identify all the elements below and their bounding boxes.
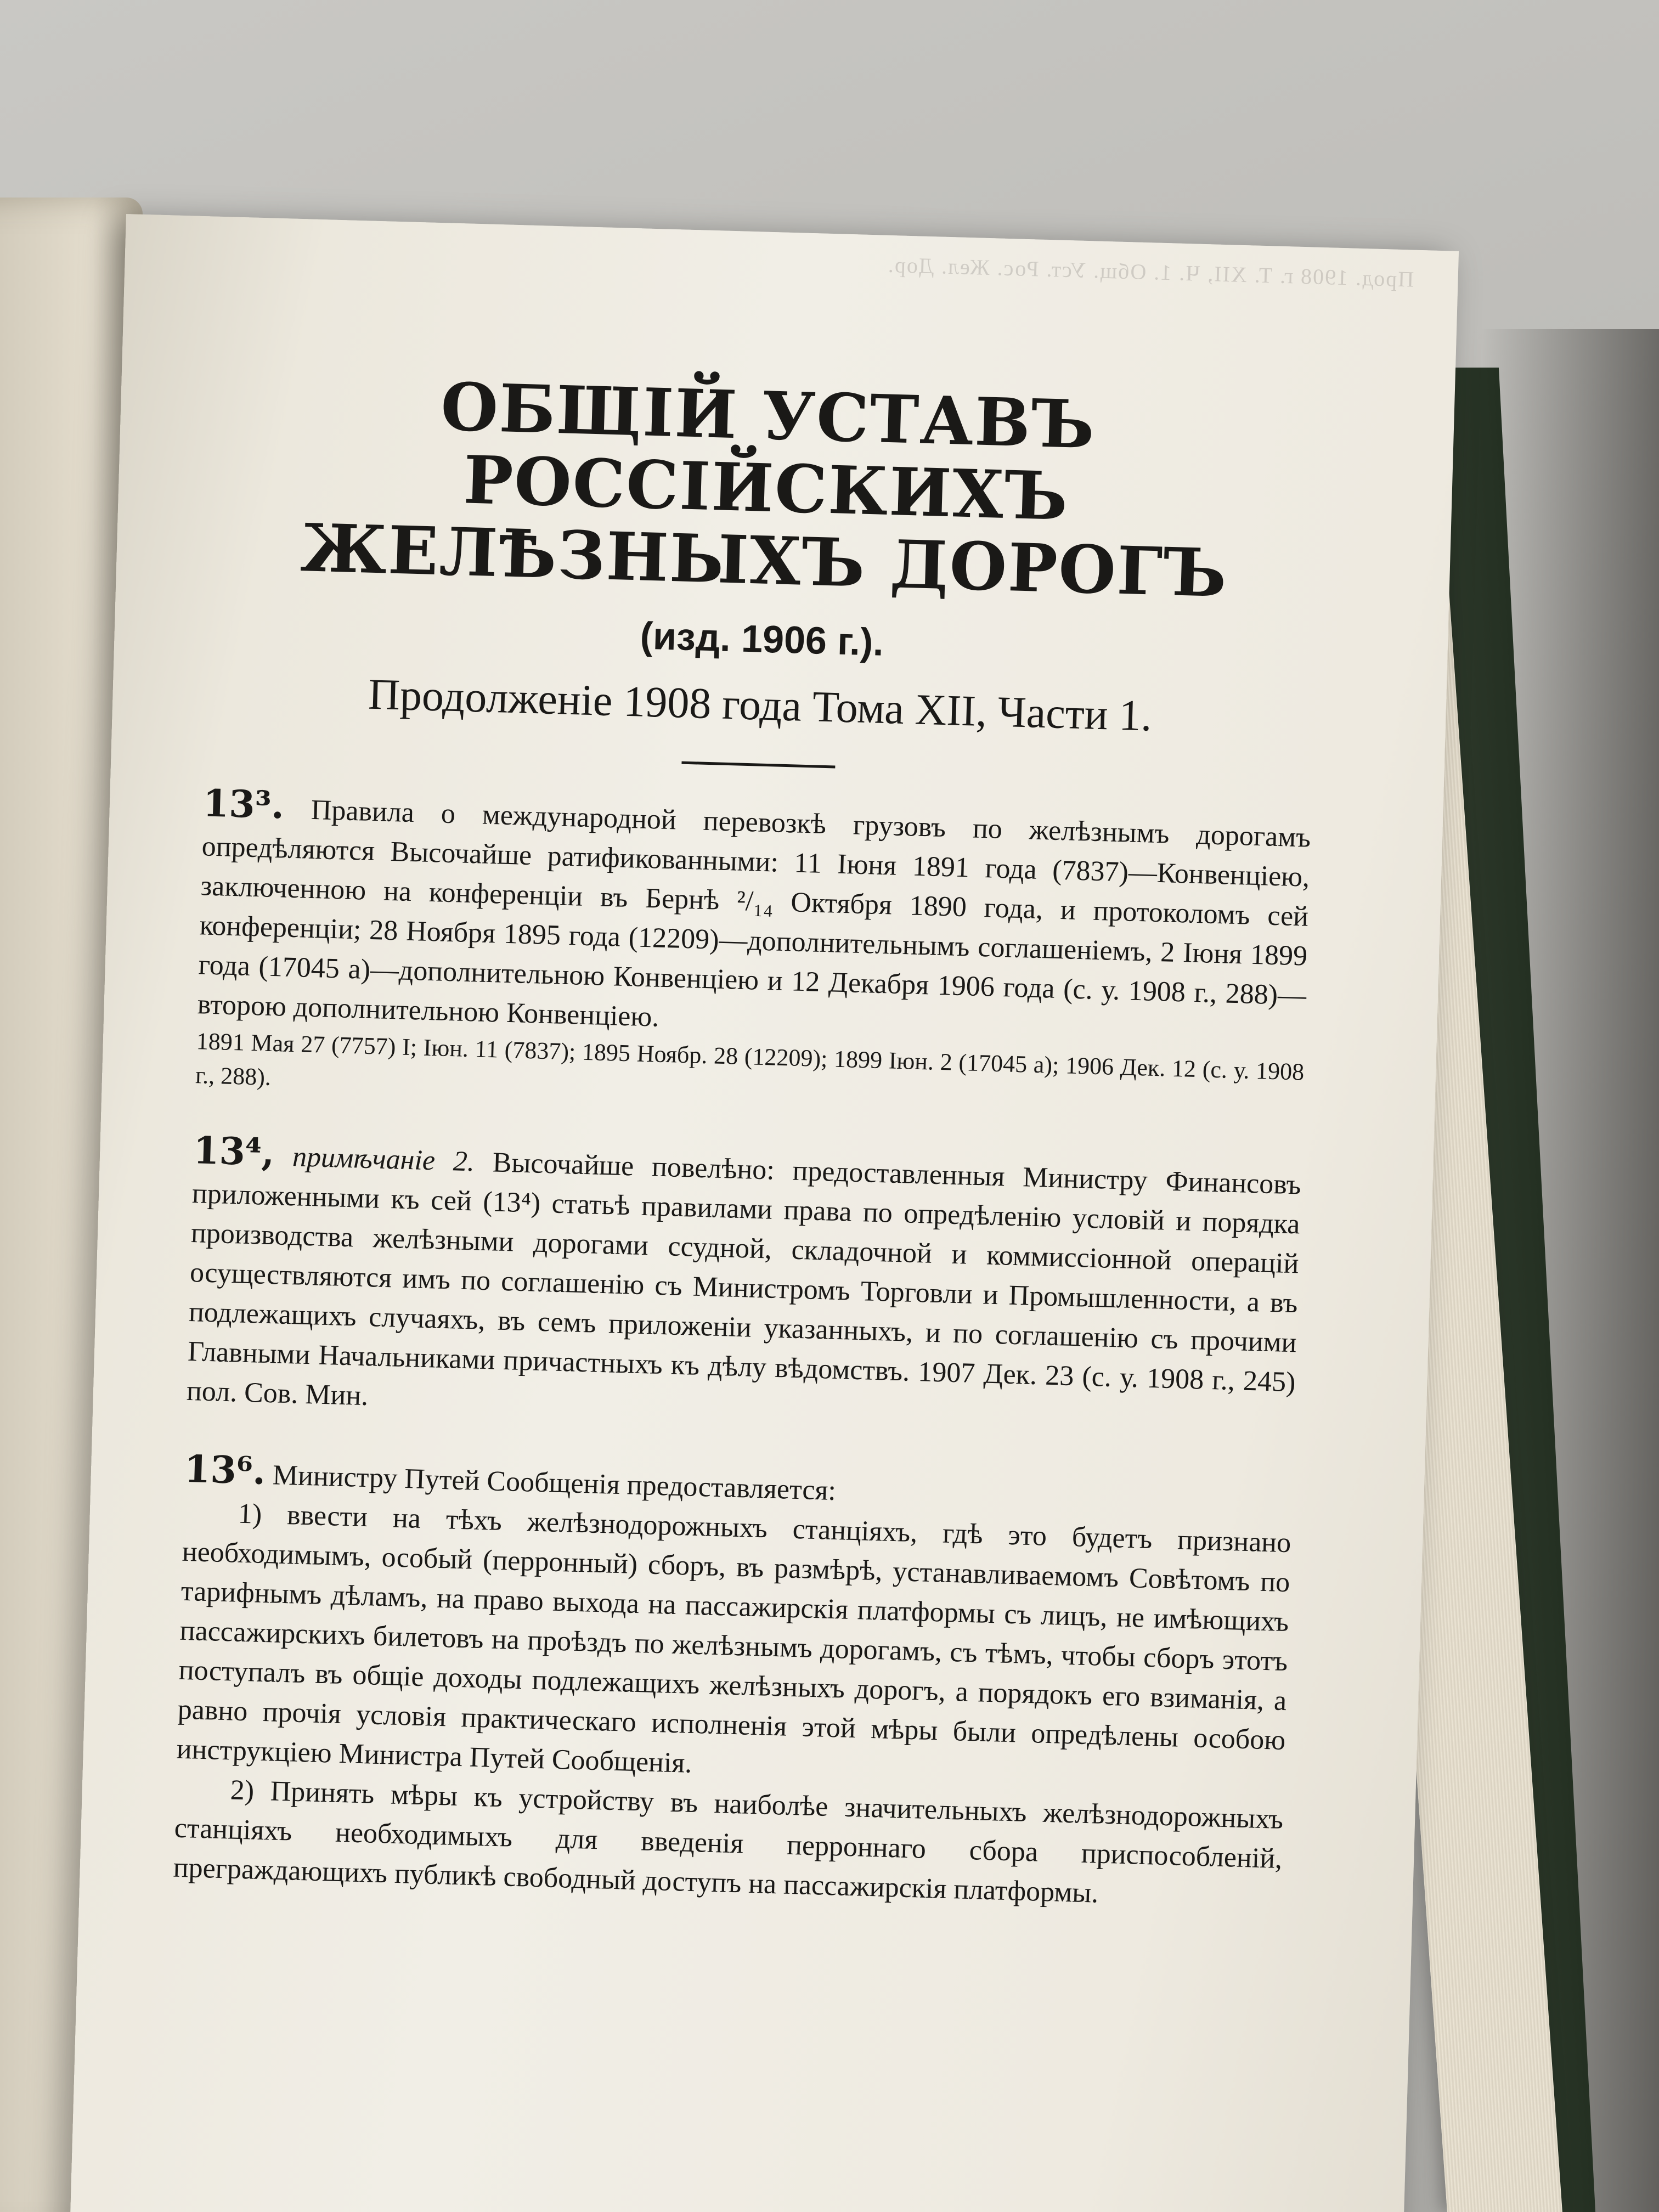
article-number: 13³. bbox=[202, 781, 285, 828]
bleed-through-text: Прод. 1908 г. Т. XII, Ч. 1. Общ. Уст. Рос. Жел. Дор. bbox=[887, 252, 1415, 292]
page-content bbox=[172, 365, 1323, 1957]
list-item-2: 2) Принять мѣры къ устройству въ наиболѣе значительныхъ желѣзнодорожныхъ станціяхъ необходимыхъ для введенія перроннаго сбора приспособленій, преграждающихъ публикѣ свободный доступъ на пассажирскія платформы. bbox=[173, 1774, 1284, 1909]
edition-line: (изд. 1906 г.). bbox=[639, 614, 884, 664]
article-13-3 bbox=[195, 783, 1311, 1123]
article-text: Министру Путей Сообщенія предоставляется: bbox=[272, 1459, 837, 1507]
title-line-1: ОБЩІЙ УСТАВЪ РОССІЙСКИХЪ bbox=[439, 368, 1097, 536]
title-rule bbox=[681, 761, 835, 769]
article-citation: 1891 Мая 27 (7757) І; Іюн. 11 (7837); 1895 Ноябр. 28 (12209); 1899 Іюн. 2 (17045 а); 1906 Дек. 12 (с. у. 1908 г., 288). bbox=[195, 1028, 1305, 1091]
article-number: 13⁶. bbox=[184, 1447, 267, 1493]
list-item-1: 1) ввести на тѣхъ желѣзнодорожныхъ станціяхъ, гдѣ это будетъ признано необходимымъ, особый (перронный) сборъ, въ размѣрѣ, устанавливаемомъ Совѣтомъ по тарифнымъ дѣламъ, на право выхода на пассажирскія платформы съ лицъ, не имѣющихъ пассажирскихъ билетовъ на проѣздъ по желѣзнымъ дорогамъ, съ тѣмъ, чтобы сборъ этотъ поступалъ въ общіе доходы подлежащихъ желѣзныхъ дорогъ, а порядокъ его взиманія, а равно прочія условія практическаго исполненія этой мѣры были опредѣлены особою инструкціею Министра Путей Сообщенія. bbox=[176, 1498, 1291, 1779]
continuation-line: Продолженіе 1908 года Тома XII, Части 1. bbox=[368, 670, 1153, 741]
title-line-2: ЖЕЛѢЗНЫХЪ ДОРОГЪ bbox=[300, 509, 1229, 613]
document-title bbox=[209, 365, 1323, 613]
article-text: Высочайше повелѣно: предоставленныя Министру Финансовъ приложенными къ сей (13⁴) статьѣ правилами права по опредѣленію условій и порядка производства желѣзными дорогами ссудной, складочной и коммиссіонной операцій осуществляются имъ по соглашенію съ Министромъ Торговли и Промышленности, а въ подлежащихъ случаяхъ, въ семъ приложеніи указанныхъ, и по соглашенію съ прочими Главными Начальниками причастныхъ къ дѣлу вѣдомствъ. 1907 Дек. 23 (с. у. 1908 г., 245) пол. Сов. Мин. bbox=[186, 1147, 1302, 1412]
article-13-6 bbox=[173, 1449, 1293, 1918]
note-label: примѣчаніе 2. bbox=[292, 1141, 475, 1178]
article-text: Правила о международной перевозкѣ грузовъ по желѣзнымъ дорогамъ опредѣляются Высочайше ратификованными: 11 Іюня 1891 года (7837)—Конвенціею, заключенною на конференціи въ Бернѣ ²/₁₄ Октября 1890 года, и протоколомъ сей конференціи; 28 Ноября 1895 года (12209)—дополнительнымъ соглашеніемъ, 2 Іюня 1899 года (17045 а)—дополнительною Конвенціею и 12 Декабря 1906 года (с. у. 1908 г., 288)—второю дополнительною Конвенціею. bbox=[197, 794, 1311, 1033]
article-13-4-note bbox=[186, 1128, 1302, 1442]
book-page bbox=[70, 214, 1459, 2212]
article-number: 13⁴, bbox=[193, 1128, 275, 1175]
